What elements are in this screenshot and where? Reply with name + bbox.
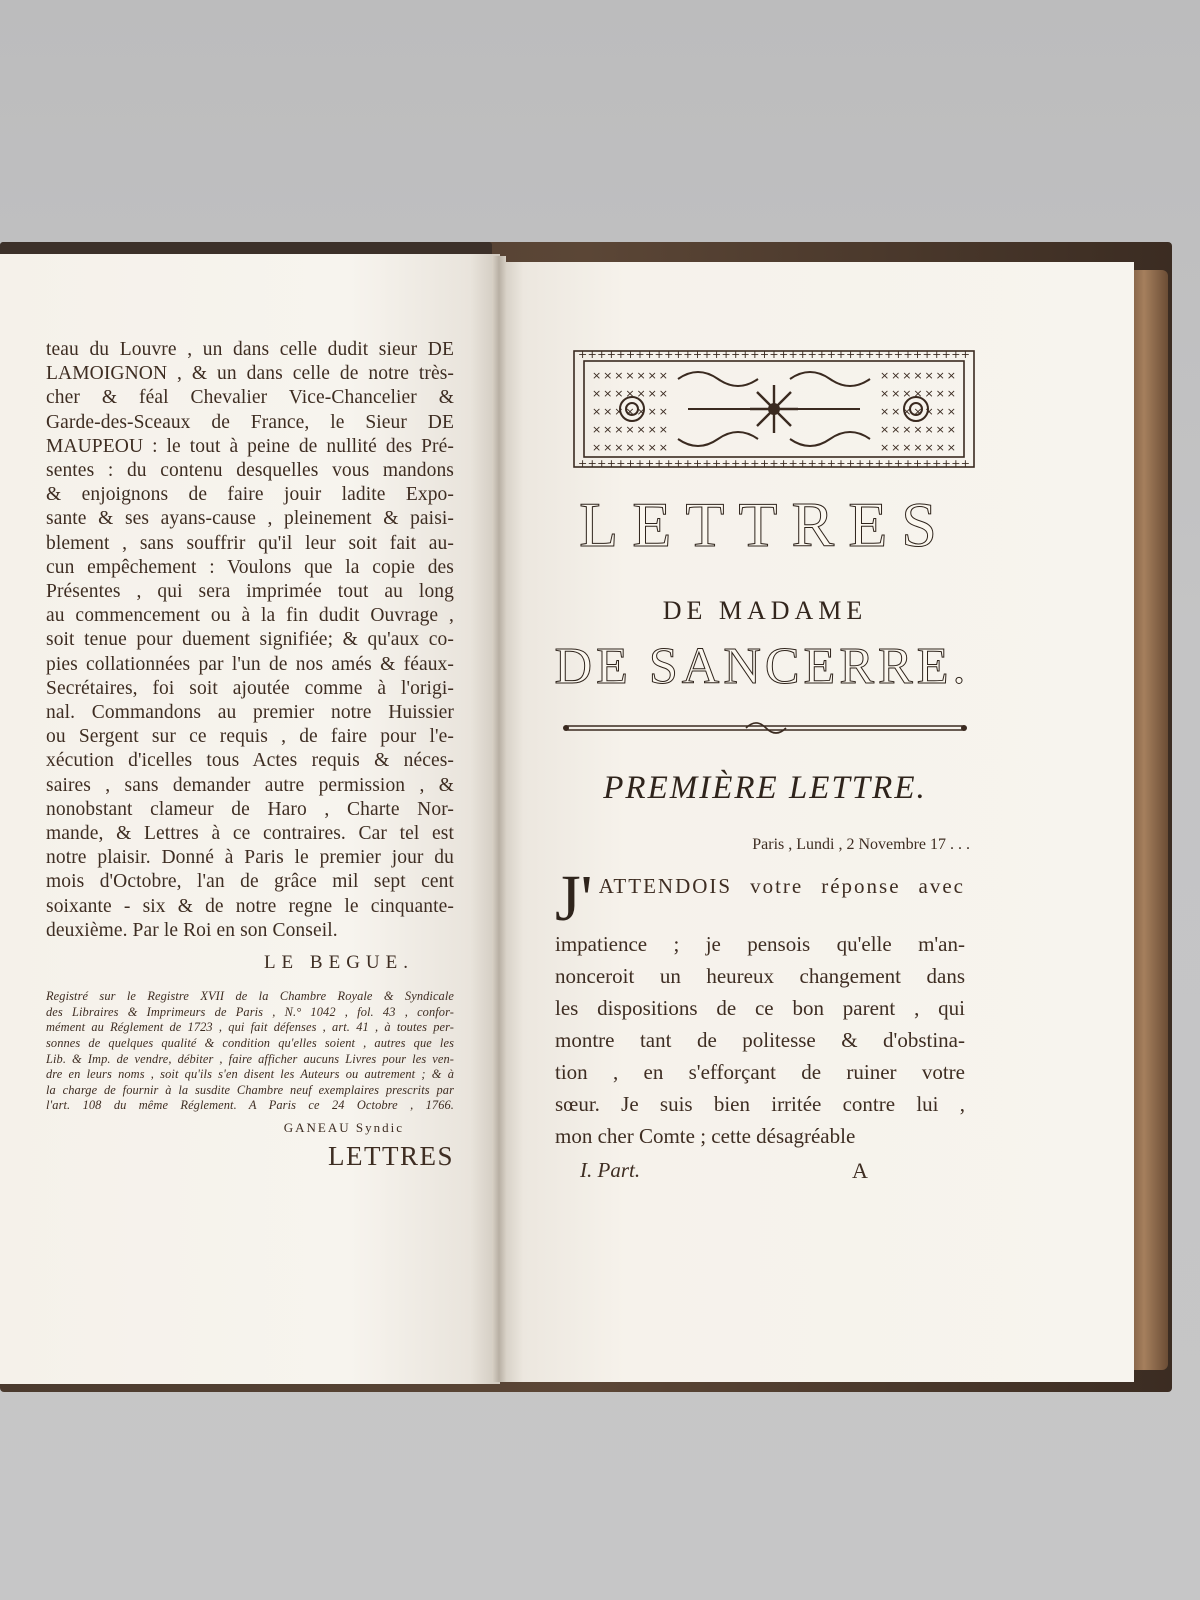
text-line: cun empêchement : Voulons que la copie des — [46, 556, 454, 578]
privilege-text — [46, 338, 454, 943]
signature-le-begue: LE BEGUE. — [263, 952, 414, 974]
registry-line: mément au Réglement de 1723 , qui fait défenses , art. 41 , à toutes per- — [46, 1020, 454, 1035]
catchword: LETTRES — [328, 1141, 454, 1172]
registry-line: l'art. 108 du même Réglement. A Paris ce 24 Octobre , 1766. — [46, 1098, 454, 1113]
svg-text:× × × × × × ×: × × × × × × × — [592, 405, 668, 418]
text-line: LAMOIGNON , & un dans celle de notre très- — [46, 363, 454, 385]
ornamental-rule — [560, 718, 970, 738]
signature-mark: I. Part. — [580, 1158, 641, 1182]
book-title: LETTRES — [579, 489, 951, 560]
text-line: Présentes , qui sera imprimée tout au long — [46, 581, 454, 603]
text-line: Garde-des-Sceaux de France, le Sieur DE — [46, 411, 454, 433]
book-subtitle: DE MADAME — [662, 596, 868, 625]
text-line: teau du Louvre , un dans celle dudit sieur DE — [46, 339, 454, 360]
text-line: nal. Commandons au premier notre Huissier — [46, 702, 454, 724]
svg-text:× × × × × × ×: × × × × × × × — [592, 387, 668, 400]
text-line: au commencement ou à la fin dudit Ouvrage , — [46, 605, 454, 627]
text-line: blement , sans souffrir qu'il leur soit fait au- — [46, 532, 454, 554]
book-title-name: DE SANCERRE. — [554, 638, 970, 695]
letter-line: mon cher Comte ; cette désagréable — [555, 1124, 856, 1148]
svg-text:× × × × × × ×: × × × × × × × — [880, 369, 956, 382]
svg-text:× × × × × × ×: × × × × × × × — [880, 405, 956, 418]
letter-body-lines — [555, 928, 965, 1152]
text-line: nonobstant clameur de Haro , Charte Nor- — [46, 798, 454, 820]
registry-line: sonnes de quelques qualité & condition qu'elles soient , autres que les — [46, 1036, 454, 1051]
left-page-text — [46, 338, 454, 1172]
svg-text:× × × × × × ×: × × × × × × × — [880, 423, 956, 436]
headpiece-ornament — [568, 345, 980, 473]
svg-text:× × × × × × ×: × × × × × × × — [592, 441, 668, 454]
text-line: & enjoignons de faire jouir ladite Expo- — [46, 484, 454, 506]
text-line: cher & féal Chevalier Vice-Chancelier & — [46, 387, 454, 409]
letter-heading: PREMIÈRE LETTRE. — [603, 770, 927, 806]
registry-note — [46, 989, 454, 1114]
svg-text:× × × × × × ×: × × × × × × × — [592, 423, 668, 436]
syndic-signature: GANEAU Syndic — [283, 1120, 404, 1136]
text-line: notre plaisir. Donné à Paris le premier jour du — [46, 847, 454, 869]
registry-line: Lib. & Imp. de vendre, débiter , faire afficher aucuns Livres pour les ven- — [46, 1051, 454, 1066]
text-line: sentes : du contenu desquelles vous mandons — [46, 460, 454, 482]
letter-line: nonceroit un heureux changement dans — [555, 964, 965, 988]
registry-line: des Libraires & Imprimeurs de Paris , N.° 1042 , fol. 43 , confor- — [46, 1004, 454, 1019]
letter-dateline: Paris , Lundi , 2 Novembre 17 . . . — [752, 836, 970, 853]
text-line: soit tenue pour duement signifiée; & qu'aux co- — [46, 629, 454, 651]
svg-text:× × × × × × ×: × × × × × × × — [880, 441, 956, 454]
text-line: xécution d'icelles tous Actes requis & néces- — [46, 750, 454, 772]
text-line: sante & ses ayans-cause , pleinement & paisi- — [46, 508, 454, 530]
letter-line: montre tant de politesse & d'obstina- — [555, 1028, 965, 1052]
text-line: Secrétaires, foi soit ajoutée comme à l'origi- — [46, 677, 454, 699]
gathering-mark: A — [852, 1158, 868, 1183]
letter-line: sœur. Je suis bien irritée contre lui , — [555, 1092, 965, 1116]
letter-body — [555, 862, 965, 1152]
letter-line: impatience ; je pensois qu'elle m'an- — [555, 932, 965, 956]
svg-text:+ + + + + + + + + + + + + + +: + + + + + + + + + + + + + + + + + + + + + + + + + + + + + + + + + + + + + + + + + — [578, 348, 971, 361]
letter-line: tion , en s'efforçant de ruiner votre — [555, 1060, 965, 1084]
text-line: MAUPEOU : le tout à peine de nullité des Pré- — [46, 435, 454, 457]
text-line: saires , sans demander autre permission , & — [46, 774, 454, 796]
text-line: deuxième. Par le Roi en son Conseil. — [46, 919, 338, 941]
svg-text:× × × × × × ×: × × × × × × × — [880, 387, 956, 400]
svg-text:+ + + + + + + + + + + + + + +: + + + + + + + + + + + + + + + + + + + + + + + + + + + + + + + + + + + + + + + + + — [578, 457, 971, 470]
text-line: soixante - six & de notre regne le cinquante- — [46, 895, 454, 917]
letter-line: les dispositions de ce bon parent , qui — [555, 996, 965, 1020]
registry-line: la charge de fournir à la susdite Chambre neuf exemplaires prescrits par — [46, 1082, 454, 1097]
text-line: mande, & Lettres à ce contraires. Car tel est — [46, 823, 454, 845]
svg-text:× × × × × × ×: × × × × × × × — [592, 369, 668, 382]
book-fore-edge — [1128, 270, 1168, 1370]
book-gutter — [492, 256, 506, 1382]
text-line: pies collationnées par l'un de nos amés & féaux- — [46, 653, 454, 675]
registry-line: Registré sur le Registre XVII de la Chambre Royale & Syndicale — [46, 989, 454, 1004]
letter-first-line: ATTENDOIS votre réponse avec — [598, 874, 965, 898]
text-line: ou Sergent sur ce requis , de faire pour l'e- — [46, 726, 454, 748]
registry-line: dre en leurs noms , soit qu'ils s'en disent les Auteurs ou autrement ; & à — [46, 1067, 454, 1082]
text-line: mois d'Octobre, l'an de grâce mil sept cent — [46, 871, 454, 893]
drop-cap: J' — [555, 862, 593, 935]
